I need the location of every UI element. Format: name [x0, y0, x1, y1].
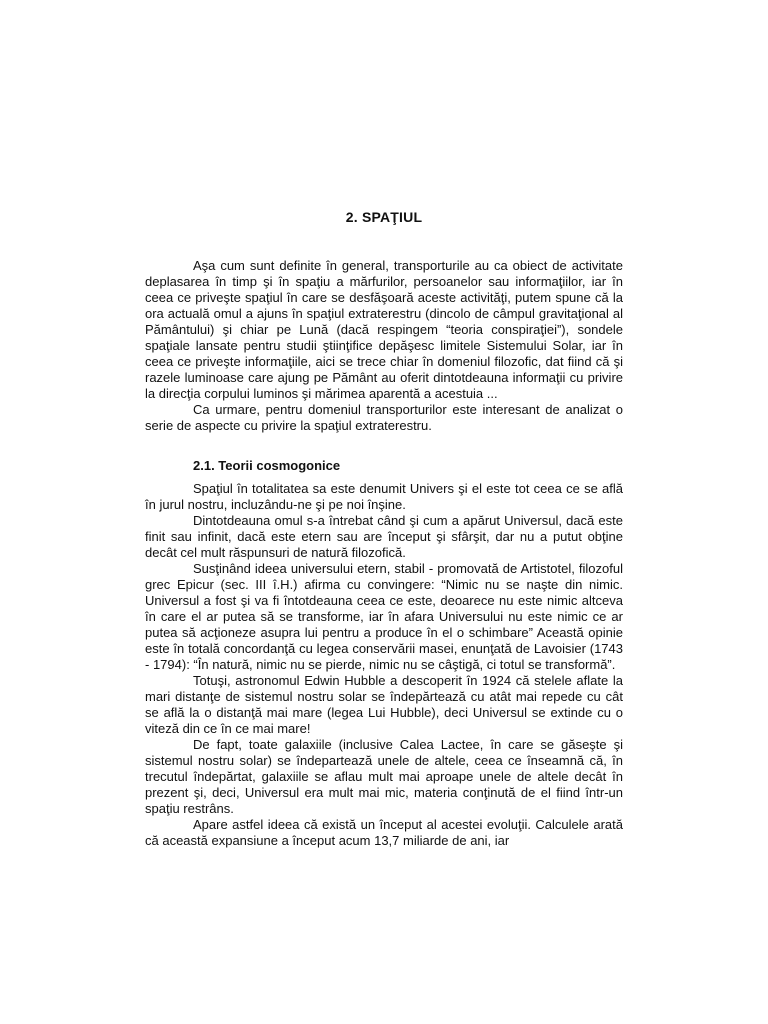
- paragraph: Apare astfel ideea că există un început al acestei evoluţii. Calculele arată că această expansiune a început acum 13,7 miliarde de ani, iar: [145, 817, 623, 848]
- paragraph: Ca urmare, pentru domeniul transporturilor este interesant de analizat o serie de aspecte cu privire la spaţiul extraterestru.: [145, 402, 623, 433]
- paragraph: Aşa cum sunt definite în general, transporturile au ca obiect de activitate deplasarea în timp şi în spaţiu a mărfurilor, persoanelor sau informaţiilor, iar în ceea ce priveşte spaţiul în care se desfăşoară aceste activităţi, putem spune că la ora actuală omul a ajuns în spaţiul extraterestru (dincolo de câmpul gravitaţional al Pământului) şi chiar pe Lună (dacă respingem “teoria conspiraţiei”), sondele spaţiale lansate pentru studii ştiinţifice depăşesc limitele Sistemului Solar, iar în ceea ce priveşte informaţiile, aici se trece chiar în domeniul filozofic, dat fiind că şi razele luminoase care ajung pe Pământ au oferit dintotdeauna informaţii cu privire la direcţia corpului luminos şi mărimea aparentă a acestuia ...: [145, 258, 623, 401]
- paragraph: Dintotdeauna omul s-a întrebat când şi cum a apărut Universul, dacă este finit sau infinit, dacă este etern sau are început şi sfârşit, dar nu a putut obţine decât cel mult răspunsuri de natură filozofică.: [145, 513, 623, 560]
- section-text: [145, 481, 623, 849]
- paragraph: Susţinând ideea universului etern, stabil - promovată de Artistotel, filozoful grec Epicur (sec. III î.H.) afirma cu convingere: “Nimic nu se naşte din nimic. Universul a fost şi va fi întotdeauna ceea ce este, deoarece nu este nimic altceva în care el ar putea să se transforme, iar în afara Universului nu este nimic ce ar putea să acţioneze asupra lui pentru a produce în el o schimbare” Această opinie este în totală concordanţă cu legea conservării masei, enunţată de Lavoisier (1743 - 1794): “În natură, nimic nu se pierde, nimic nu se câştigă, ci totul se transformă”.: [145, 561, 623, 672]
- paragraph: Totuşi, astronomul Edwin Hubble a descoperit în 1924 că stelele aflate la mari distanţe de sistemul nostru solar se îndepărtează cu atât mai repede cu cât se află la o distanţă mai mare (legea Lui Hubble), deci Universul se extinde cu o viteză din ce în ce mai mare!: [145, 673, 623, 736]
- paragraph: Spaţiul în totalitatea sa este denumit Univers şi el este tot ceea ce se află în jurul nostru, incluzându-ne şi pe noi înşine.: [145, 481, 623, 512]
- section-heading: 2.1. Teorii cosmogonice: [193, 458, 341, 473]
- chapter-title: 2. SPAŢIUL: [345, 209, 423, 225]
- paragraph: De fapt, toate galaxiile (inclusive Calea Lactee, în care se găseşte şi sistemul nostru solar) se îndepartează unele de altele, ceea ce înseamnă că, în trecutul îndepărtat, galaxiile se aflau mult mai aproape unele de altele decât în prezent şi, deci, Universul era mult mai mic, materia conţinută de el fiind într-un spaţiu restrâns.: [145, 737, 623, 816]
- intro-text: [145, 258, 623, 434]
